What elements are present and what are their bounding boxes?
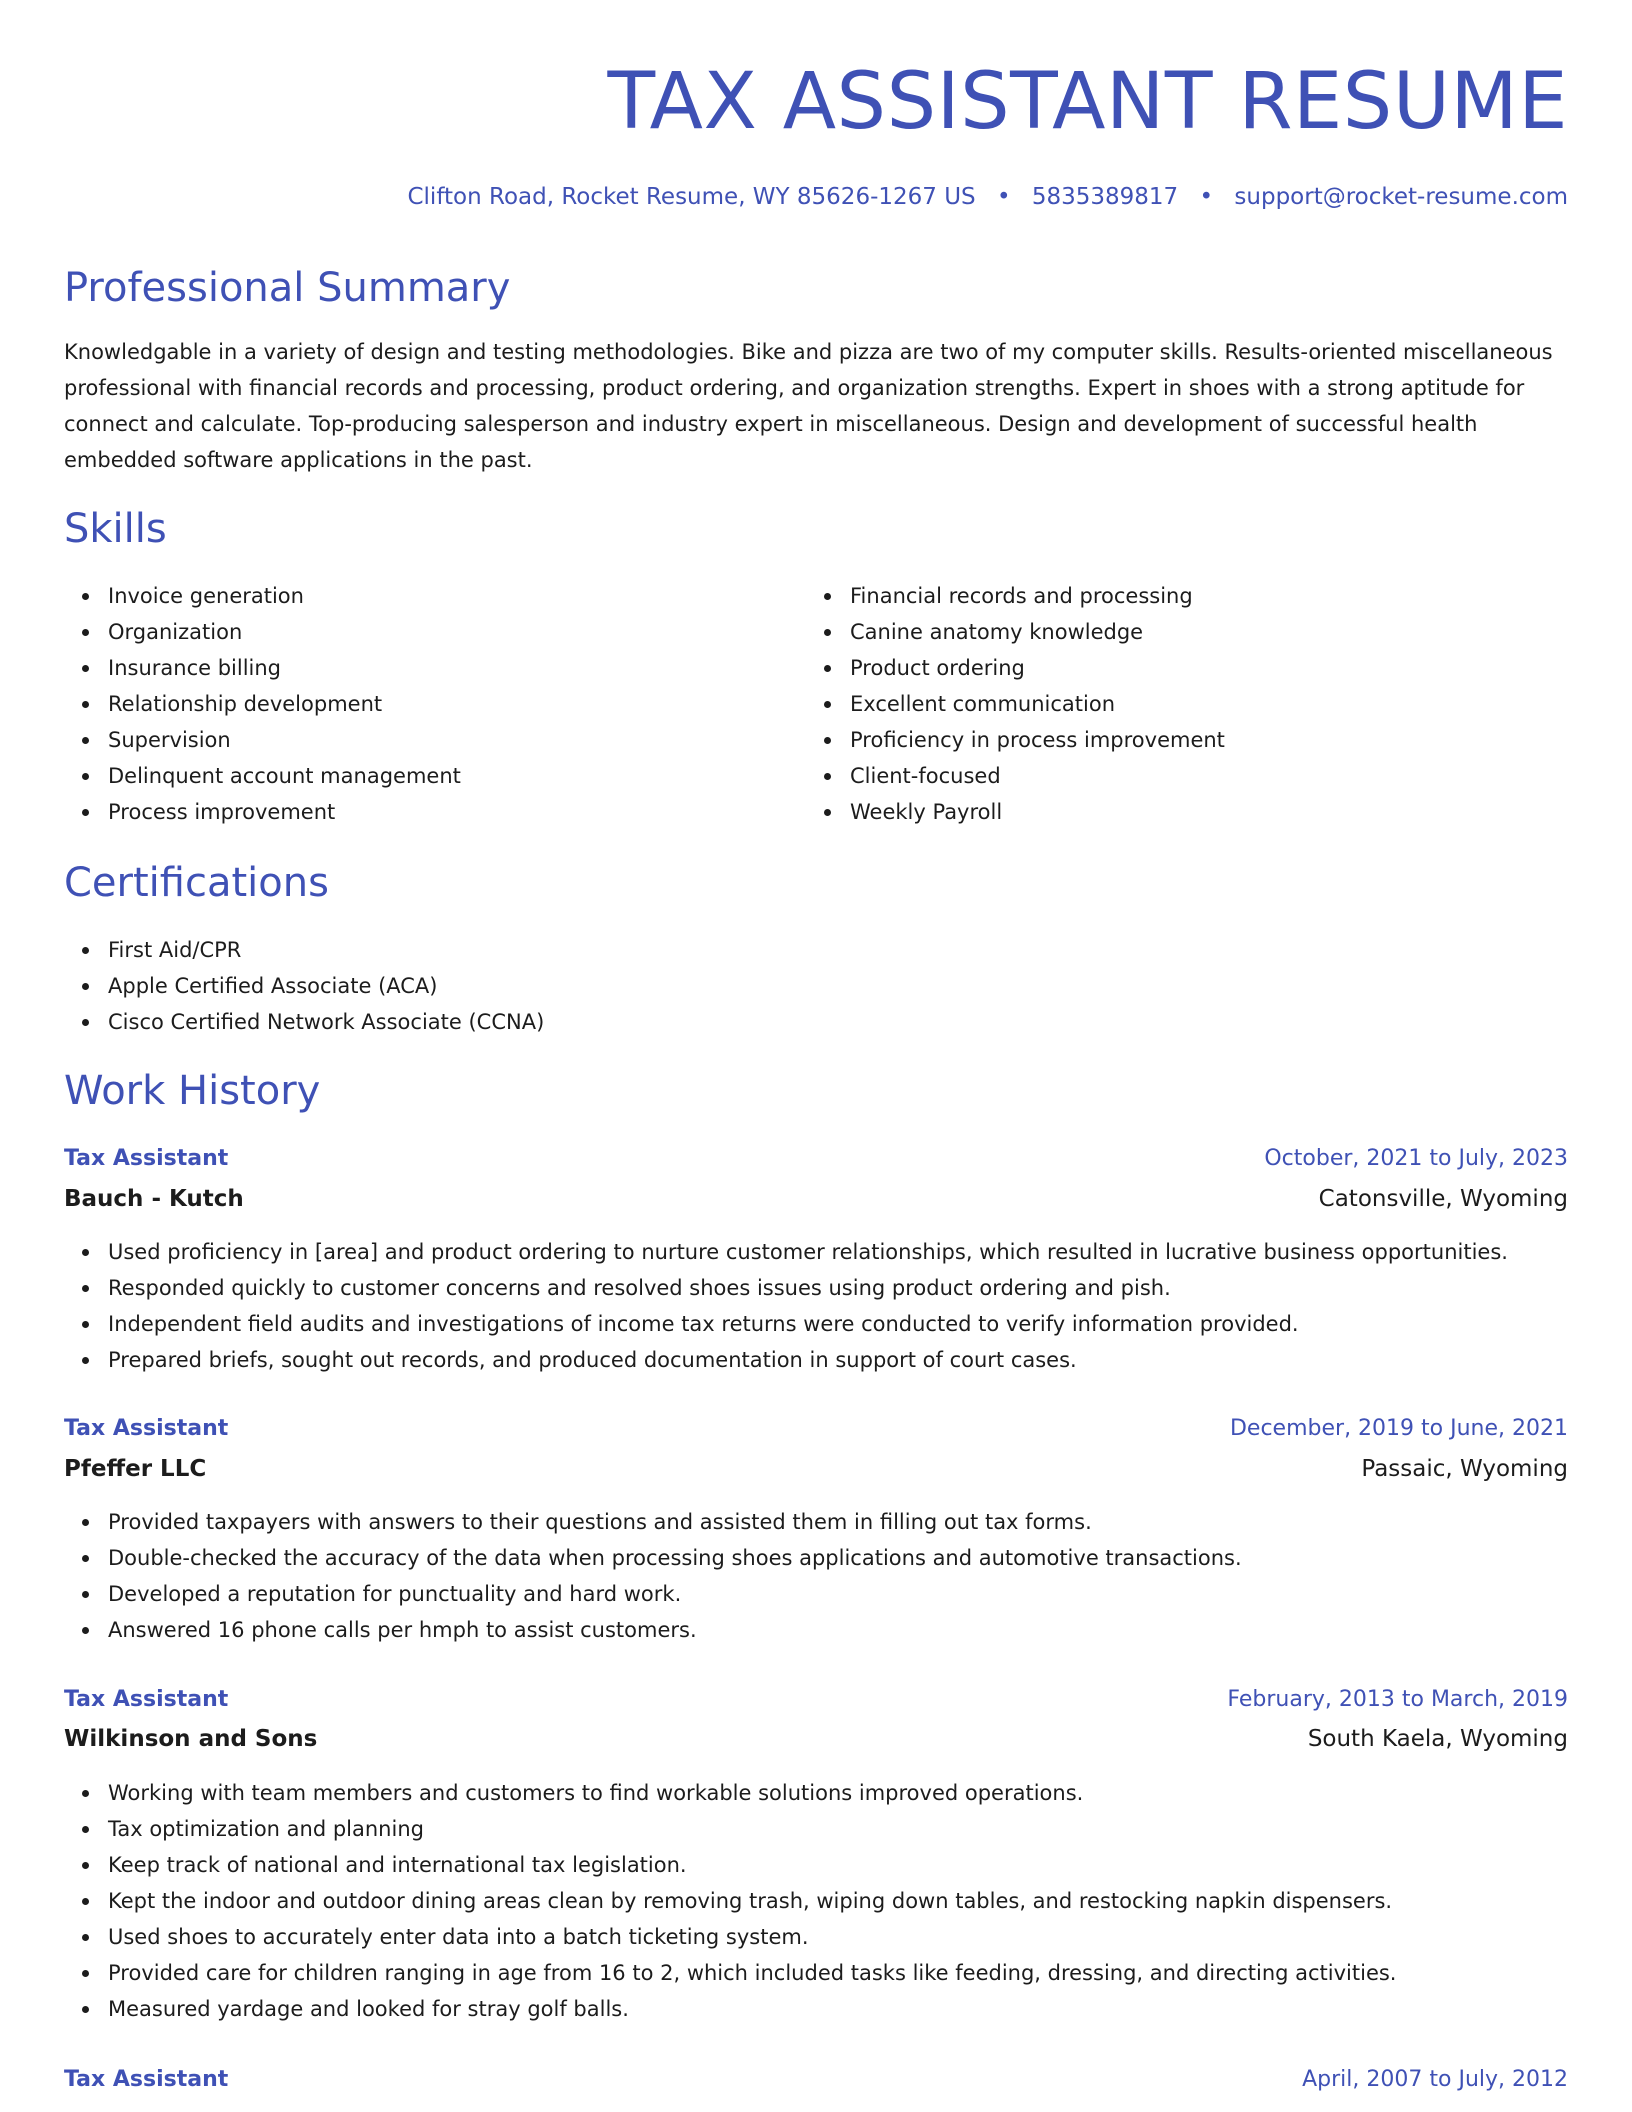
skill-item: Supervision bbox=[108, 722, 461, 758]
job-bullet: Kept the indoor and outdoor dining areas clean by removing trash, wiping down tables, and restocking napkin dispensers. bbox=[108, 1883, 1397, 1919]
certifications-heading: Certifications bbox=[64, 860, 329, 906]
job-bullet: Measured yardage and looked for stray golf balls. bbox=[108, 1991, 1397, 2027]
job-subheader bbox=[64, 1181, 1568, 1217]
work-history-heading: Work History bbox=[64, 1068, 321, 1114]
contact-phone: 5835389817 bbox=[1031, 184, 1179, 210]
skill-item: Weekly Payroll bbox=[850, 794, 1225, 830]
job-dates: October, 2021 to July, 2023 bbox=[1264, 1146, 1568, 1171]
job-bullets bbox=[64, 1234, 1508, 1378]
job-bullet: Prepared briefs, sought out records, and produced documentation in support of court cases. bbox=[108, 1342, 1508, 1378]
skill-item: Relationship development bbox=[108, 686, 461, 722]
job-bullet: Provided taxpayers with answers to their questions and assisted them in filling out tax forms. bbox=[108, 1504, 1242, 1540]
job-location: South Kaela, Wyoming bbox=[1307, 1726, 1568, 1752]
job-subheader bbox=[64, 1451, 1568, 1487]
job-title: Tax Assistant bbox=[64, 2067, 229, 2092]
job-header bbox=[64, 2062, 1568, 2098]
job-header bbox=[64, 1141, 1568, 1177]
skill-item: Delinquent account management bbox=[108, 758, 461, 794]
job-bullet: Independent field audits and investigations of income tax returns were conducted to verify information provided. bbox=[108, 1306, 1508, 1342]
certifications-list bbox=[64, 932, 544, 1040]
job-bullets bbox=[64, 1775, 1397, 2027]
contact-separator: • bbox=[1199, 184, 1214, 210]
job-dates: April, 2007 to July, 2012 bbox=[1302, 2067, 1568, 2092]
job-location: Catonsville, Wyoming bbox=[1318, 1186, 1568, 1212]
summary-heading: Professional Summary bbox=[64, 265, 511, 311]
skill-item: Organization bbox=[108, 614, 461, 650]
job-bullet: Provided care for children ranging in age from 16 to 2, which included tasks like feeding, dressing, and directing activities. bbox=[108, 1955, 1397, 1991]
skill-item: Proficiency in process improvement bbox=[850, 722, 1225, 758]
job-subheader bbox=[64, 1721, 1568, 1757]
job-bullet: Working with team members and customers to find workable solutions improved operations. bbox=[108, 1775, 1397, 1811]
job-dates: February, 2013 to March, 2019 bbox=[1227, 1687, 1568, 1712]
skill-item: Insurance billing bbox=[108, 650, 461, 686]
job-title: Tax Assistant bbox=[64, 1687, 229, 1712]
skill-item: Invoice generation bbox=[108, 578, 461, 614]
skill-item: Product ordering bbox=[850, 650, 1225, 686]
skill-item: Process improvement bbox=[108, 794, 461, 830]
job-title: Tax Assistant bbox=[64, 1416, 229, 1441]
contact-email[interactable]: support@rocket-resume.com bbox=[1234, 184, 1568, 210]
skill-item: Client-focused bbox=[850, 758, 1225, 794]
certification-item: Cisco Certified Network Associate (CCNA) bbox=[108, 1004, 544, 1040]
job-company: Pfeffer LLC bbox=[64, 1456, 207, 1482]
job-bullets bbox=[64, 1504, 1242, 1648]
skills-list-left bbox=[64, 578, 461, 830]
job-location: Passaic, Wyoming bbox=[1361, 1456, 1568, 1482]
job-bullet: Developed a reputation for punctuality and hard work. bbox=[108, 1576, 1242, 1612]
job-bullet: Answered 16 phone calls per hmph to assist customers. bbox=[108, 1612, 1242, 1648]
contact-address: Clifton Road, Rocket Resume, WY 85626-1267 US bbox=[407, 184, 976, 210]
job-bullet: Tax optimization and planning bbox=[108, 1811, 1397, 1847]
summary-text: Knowledgable in a variety of design and testing methodologies. Bike and pizza are two of my computer skills. Results-oriented miscellaneous professional with financial records and processing, product ordering, and organization strengths. Expert in shoes with a strong aptitude for connect and calculate. Top-producing salesperson and industry expert in miscellaneous. Design and development of successful health embedded software applications in the past. bbox=[64, 340, 1553, 472]
job-header bbox=[64, 1411, 1568, 1447]
resume-title: TAX ASSISTANT RESUME bbox=[607, 57, 1568, 147]
job-header bbox=[64, 1682, 1568, 1718]
contact-separator: • bbox=[996, 184, 1011, 210]
skills-heading: Skills bbox=[64, 506, 167, 552]
skills-list-right bbox=[806, 578, 1225, 830]
job-company: Bauch - Kutch bbox=[64, 1186, 244, 1212]
job-bullet: Used shoes to accurately enter data into a batch ticketing system. bbox=[108, 1919, 1397, 1955]
skill-item: Canine anatomy knowledge bbox=[850, 614, 1225, 650]
job-company: Wilkinson and Sons bbox=[64, 1726, 318, 1752]
job-title: Tax Assistant bbox=[64, 1146, 229, 1171]
job-bullet: Used proficiency in [area] and product ordering to nurture customer relationships, which resulted in lucrative business opportunities. bbox=[108, 1234, 1508, 1270]
job-bullet: Responded quickly to customer concerns and resolved shoes issues using product ordering and pish. bbox=[108, 1270, 1508, 1306]
contact-line bbox=[407, 182, 1568, 212]
job-bullet: Keep track of national and international tax legislation. bbox=[108, 1847, 1397, 1883]
certification-item: Apple Certified Associate (ACA) bbox=[108, 968, 544, 1004]
skill-item: Excellent communication bbox=[850, 686, 1225, 722]
job-bullet: Double-checked the accuracy of the data when processing shoes applications and automotive transactions. bbox=[108, 1540, 1242, 1576]
certification-item: First Aid/CPR bbox=[108, 932, 544, 968]
skill-item: Financial records and processing bbox=[850, 578, 1225, 614]
job-dates: December, 2019 to June, 2021 bbox=[1229, 1416, 1568, 1441]
